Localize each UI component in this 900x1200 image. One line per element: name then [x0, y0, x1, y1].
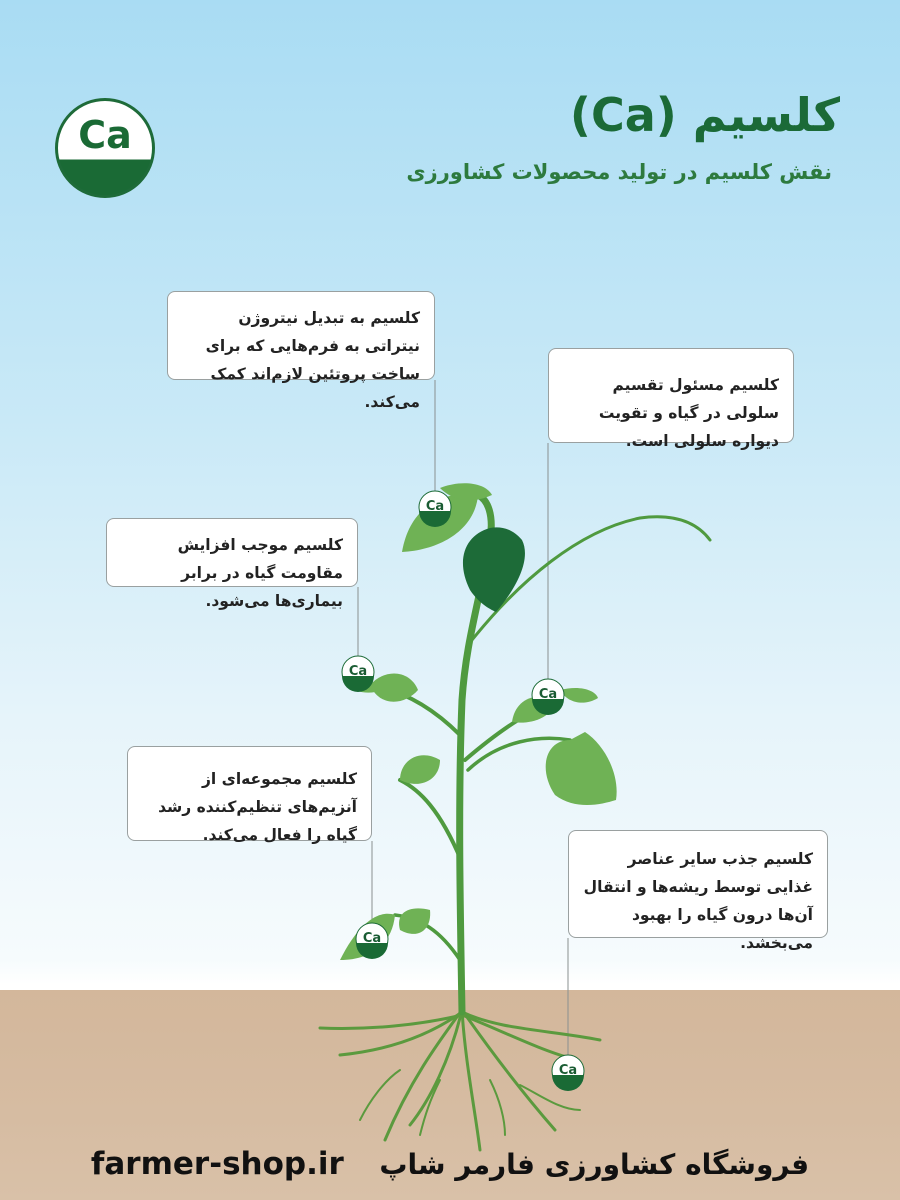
ca-marker-label: Ca: [362, 931, 382, 946]
ca-marker: [552, 1055, 584, 1091]
footer-url[interactable]: farmer-shop.ir: [90, 1146, 344, 1182]
callout-disease-resistance: کلسیم موجب افزایش مقاومت گیاه در برابر بیماری‌ها می‌شود.: [106, 518, 358, 587]
footer-shop-name: فروشگاه کشاورزی فارمر شاپ: [379, 1148, 810, 1181]
callout-enzymes: کلسیم مجموعه‌ای از آنزیم‌های تنظیم‌کننده رشد گیاه را فعال می‌کند.: [127, 746, 372, 841]
ca-marker-label: Ca: [348, 664, 368, 679]
page-subtitle: نقش کلسیم در تولید محصولات کشاورزی: [406, 160, 832, 184]
ca-marker-label: Ca: [425, 499, 445, 514]
ca-marker: [342, 656, 374, 692]
ca-marker-label: Ca: [558, 1063, 578, 1078]
ca-marker-label: Ca: [538, 687, 558, 702]
callout-nitrogen: کلسیم به تبدیل نیتروژن نیتراتی به فرم‌هایی که برای ساخت پروتئین لازم‌اند کمک می‌کند.: [167, 291, 435, 380]
ca-marker: [356, 923, 388, 959]
footer: [0, 1146, 900, 1182]
ca-marker: [532, 679, 564, 715]
callout-cell-division: کلسیم مسئول تقسیم سلولی در گیاه و تقویت دیواره سلولی است.: [548, 348, 794, 443]
badge-symbol: Ca: [78, 113, 132, 157]
page-title: کلسیم (Ca): [569, 88, 840, 142]
callout-nutrient-uptake: کلسیم جذب سایر عناصر غذایی توسط ریشه‌ها و انتقال آن‌ها درون گیاه را بهبود می‌بخشد.: [568, 830, 828, 938]
ca-marker: [419, 491, 451, 527]
